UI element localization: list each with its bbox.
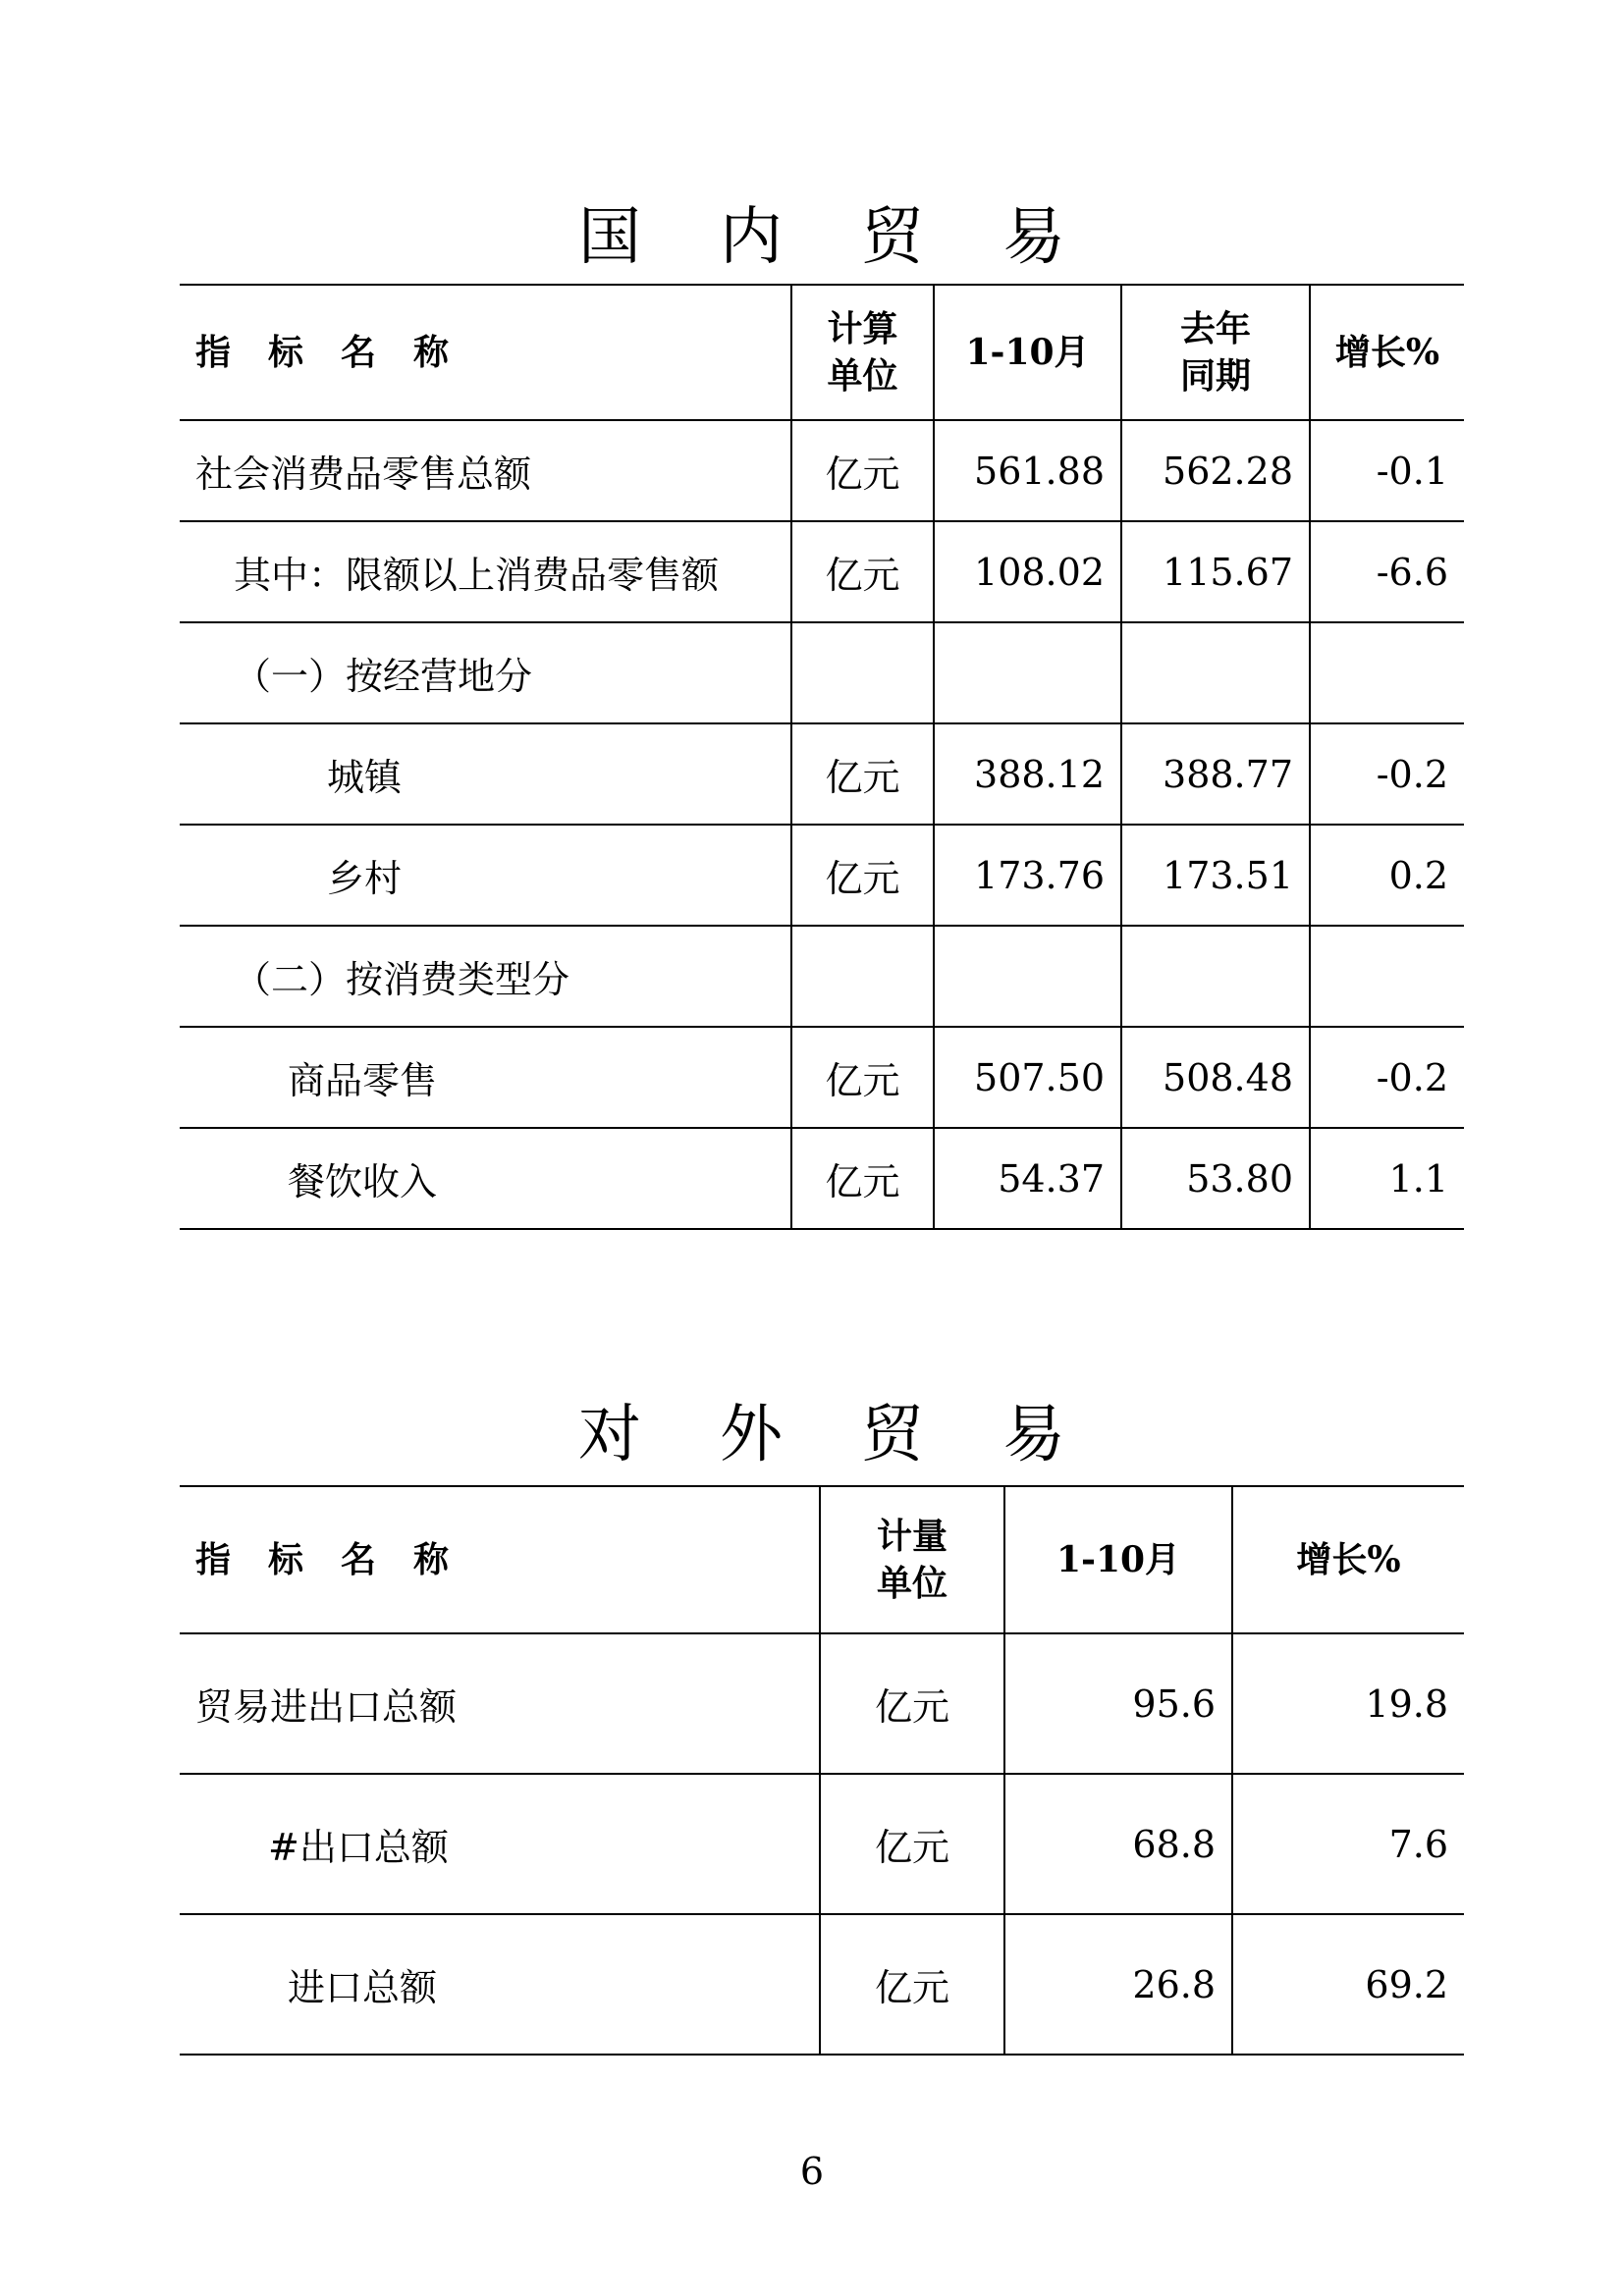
row-growth — [1310, 622, 1464, 723]
row-value: 507.50 — [934, 1027, 1121, 1128]
table-row — [180, 926, 1464, 1027]
row-last-year: 508.48 — [1121, 1027, 1310, 1128]
table-row — [180, 1128, 1464, 1229]
row-name: 乡村 — [180, 825, 791, 926]
row-value: 68.8 — [1004, 1774, 1232, 1914]
header-char: 称 — [413, 332, 450, 373]
row-unit: 亿元 — [820, 1633, 1004, 1774]
table-row — [180, 1633, 1464, 1774]
header-char: 名 — [341, 1539, 377, 1580]
row-unit — [791, 926, 934, 1027]
header-char: 指 — [195, 332, 232, 373]
title-char: 对 — [578, 1399, 641, 1471]
header-period: 1-10月 — [934, 285, 1121, 420]
table-header-row — [180, 1486, 1464, 1633]
row-growth: -6.6 — [1310, 521, 1464, 622]
row-growth: 69.2 — [1232, 1914, 1464, 2055]
title-char: 易 — [1002, 201, 1065, 274]
row-growth: 7.6 — [1232, 1774, 1464, 1914]
header-indicator-name — [180, 285, 791, 420]
row-name: #出口总额 — [180, 1774, 820, 1914]
row-last-year — [1121, 622, 1310, 723]
header-last-line2: 同期 — [1179, 355, 1251, 397]
row-value: 54.37 — [934, 1128, 1121, 1229]
header-char: 标 — [268, 1539, 304, 1580]
row-value: 26.8 — [1004, 1914, 1232, 2055]
header-unit-line1: 计算 — [827, 308, 898, 349]
header-unit-line2: 单位 — [876, 1563, 947, 1604]
row-unit: 亿元 — [791, 1027, 934, 1128]
header-period: 1-10月 — [1004, 1486, 1232, 1633]
domestic-trade-title — [180, 201, 1464, 274]
title-char: 易 — [1002, 1399, 1065, 1471]
table-row — [180, 521, 1464, 622]
row-unit: 亿元 — [820, 1914, 1004, 2055]
row-name: 贸易进出口总额 — [180, 1633, 820, 1774]
table-row — [180, 723, 1464, 825]
row-value: 95.6 — [1004, 1633, 1232, 1774]
header-unit — [791, 285, 934, 420]
row-unit: 亿元 — [791, 723, 934, 825]
title-char: 内 — [720, 201, 783, 274]
row-value: 388.12 — [934, 723, 1121, 825]
table-row — [180, 1774, 1464, 1914]
table-row — [180, 1914, 1464, 2055]
row-last-year: 173.51 — [1121, 825, 1310, 926]
header-unit — [820, 1486, 1004, 1633]
row-last-year: 53.80 — [1121, 1128, 1310, 1229]
header-last-line1: 去年 — [1179, 308, 1251, 349]
row-unit: 亿元 — [820, 1774, 1004, 1914]
row-name: 餐饮收入 — [180, 1128, 791, 1229]
row-growth: -0.2 — [1310, 723, 1464, 825]
row-last-year: 388.77 — [1121, 723, 1310, 825]
row-growth — [1310, 926, 1464, 1027]
header-unit-line2: 单位 — [827, 355, 898, 397]
title-char: 外 — [720, 1399, 783, 1471]
row-growth: 19.8 — [1232, 1633, 1464, 1774]
table-row — [180, 420, 1464, 521]
header-growth: 增长% — [1232, 1486, 1464, 1633]
header-char: 名 — [341, 332, 377, 373]
foreign-trade-title — [180, 1399, 1464, 1471]
row-value: 173.76 — [934, 825, 1121, 926]
row-unit: 亿元 — [791, 825, 934, 926]
title-char: 贸 — [861, 201, 924, 274]
header-char: 指 — [195, 1539, 232, 1580]
table-row — [180, 825, 1464, 926]
row-name: （二）按消费类型分 — [180, 926, 791, 1027]
row-unit — [791, 622, 934, 723]
table-row — [180, 622, 1464, 723]
header-indicator-name — [180, 1486, 820, 1633]
row-unit: 亿元 — [791, 1128, 934, 1229]
row-name: 社会消费品零售总额 — [180, 420, 791, 521]
title-char: 贸 — [861, 1399, 924, 1471]
table-header-row — [180, 285, 1464, 420]
row-last-year — [1121, 926, 1310, 1027]
row-name: 其中：限额以上消费品零售额 — [180, 521, 791, 622]
row-value — [934, 622, 1121, 723]
page-number: 6 — [799, 2150, 825, 2193]
row-growth: 0.2 — [1310, 825, 1464, 926]
header-unit-line1: 计量 — [876, 1516, 947, 1557]
domestic-trade-table — [180, 284, 1464, 1230]
row-value: 108.02 — [934, 521, 1121, 622]
row-name: 商品零售 — [180, 1027, 791, 1128]
row-unit: 亿元 — [791, 420, 934, 521]
row-name: 进口总额 — [180, 1914, 820, 2055]
row-growth: -0.2 — [1310, 1027, 1464, 1128]
foreign-trade-table — [180, 1485, 1464, 2056]
row-last-year: 562.28 — [1121, 420, 1310, 521]
row-growth: 1.1 — [1310, 1128, 1464, 1229]
row-last-year: 115.67 — [1121, 521, 1310, 622]
title-char: 国 — [578, 201, 641, 274]
row-value — [934, 926, 1121, 1027]
row-value: 561.88 — [934, 420, 1121, 521]
row-name: （一）按经营地分 — [180, 622, 791, 723]
header-char: 称 — [413, 1539, 450, 1580]
row-unit: 亿元 — [791, 521, 934, 622]
table-row — [180, 1027, 1464, 1128]
header-last-year — [1121, 285, 1310, 420]
header-growth: 增长% — [1310, 285, 1464, 420]
row-growth: -0.1 — [1310, 420, 1464, 521]
header-char: 标 — [268, 332, 304, 373]
row-name: 城镇 — [180, 723, 791, 825]
